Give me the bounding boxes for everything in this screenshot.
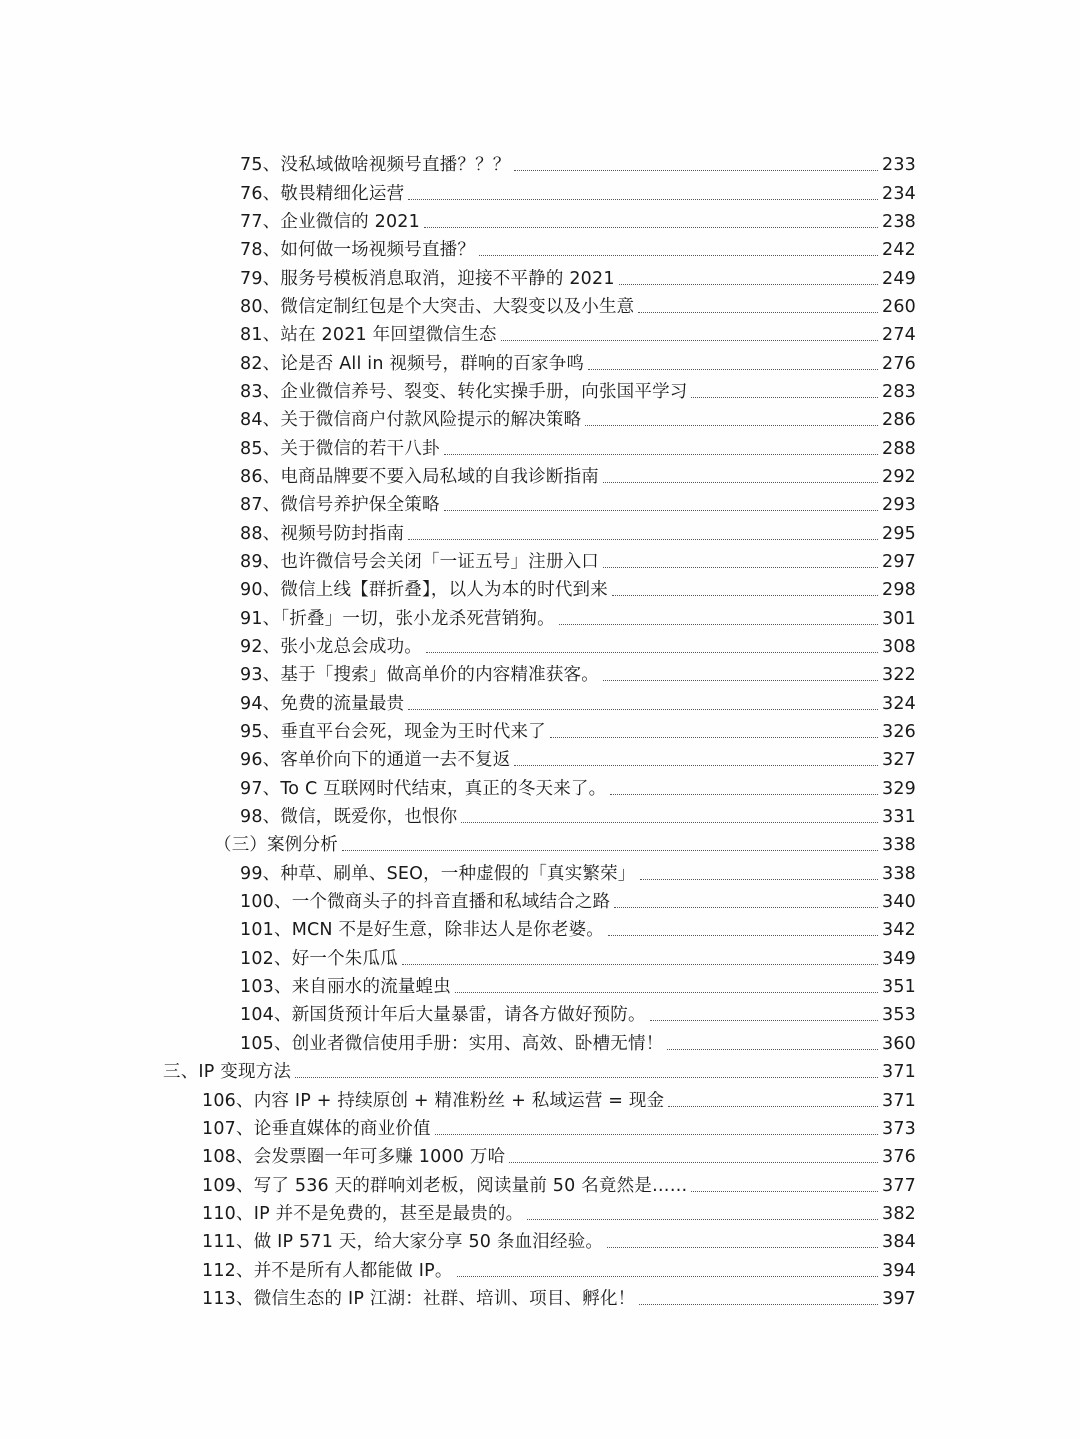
toc-entry-page-number: 342: [881, 920, 916, 941]
dot-leader: [619, 283, 878, 285]
dot-leader: [408, 198, 878, 200]
dot-leader: [650, 1019, 878, 1021]
toc-entry-title: 102、好一个朱瓜瓜: [240, 948, 398, 969]
toc-entry-title: 107、论垂直媒体的商业价值: [202, 1118, 431, 1139]
toc-entry: [0, 888, 1080, 916]
toc-entry-page-number: 338: [881, 835, 916, 856]
toc-entry-page-number: 338: [881, 863, 916, 884]
toc-entry-title: 98、微信，既爱你，也恨你: [240, 807, 458, 828]
dot-leader: [588, 368, 878, 370]
toc-entry-page-number: 234: [881, 183, 916, 204]
toc-entry-title: 108、会发票圈一年可多赚 1000 万哈: [202, 1147, 506, 1168]
toc-entry: [0, 1086, 1080, 1114]
toc-entry: [0, 434, 1080, 462]
toc-entry-title: 97、To C 互联网时代结束，真正的冬天来了。: [240, 778, 607, 799]
toc-entry-page-number: 324: [881, 693, 916, 714]
toc-entry-page-number: 326: [881, 722, 916, 743]
toc-entry: [0, 208, 1080, 236]
dot-leader: [603, 481, 878, 483]
toc-entry: [0, 916, 1080, 944]
toc-entry-page-number: 331: [881, 807, 916, 828]
dot-leader: [424, 226, 878, 228]
toc-entry-page-number: 292: [881, 466, 916, 487]
toc-entry-title: 90、微信上线【群折叠】，以人为本的时代到来: [240, 580, 608, 601]
toc-entry: [0, 576, 1080, 604]
toc-entry-page-number: 351: [881, 977, 916, 998]
toc-entry: [0, 236, 1080, 264]
dot-leader: [585, 424, 878, 426]
toc-entry: [0, 1001, 1080, 1029]
toc-entry: [0, 463, 1080, 491]
toc-entry-title: 75、没私域做啥视频号直播？？？: [240, 155, 511, 176]
toc-entry-title: 92、张小龙总会成功。: [240, 637, 422, 658]
toc-entry-page-number: 349: [881, 948, 916, 969]
toc-entry-page-number: 274: [881, 325, 916, 346]
dot-leader: [501, 339, 878, 341]
toc-entry-title: 112、并不是所有人都能做 IP。: [202, 1260, 453, 1281]
toc-entry-title: （三）案例分析: [214, 835, 338, 856]
toc-entry-page-number: 340: [881, 892, 916, 913]
dot-leader: [610, 793, 878, 795]
dot-leader: [408, 708, 878, 710]
toc-entry-page-number: 327: [881, 750, 916, 771]
dot-leader: [640, 878, 878, 880]
toc-entry-page-number: 295: [881, 523, 916, 544]
toc-entry: [0, 1030, 1080, 1058]
toc-entry: [0, 605, 1080, 633]
dot-leader: [444, 509, 878, 511]
toc-entry-title: 111、做 IP 571 天，给大家分享 50 条血泪经验。: [202, 1232, 604, 1253]
toc-entry-title: 86、电商品牌要不要入局私域的自我诊断指南: [240, 466, 599, 487]
toc-entry-page-number: 329: [881, 778, 916, 799]
toc-entry: [0, 718, 1080, 746]
toc-entry: [0, 519, 1080, 547]
dot-leader: [550, 736, 878, 738]
toc-entry: [0, 264, 1080, 292]
toc-entry-page-number: 394: [881, 1260, 916, 1281]
toc-entry: [0, 491, 1080, 519]
toc-entry-page-number: 301: [881, 608, 916, 629]
toc-entry-page-number: 260: [881, 296, 916, 317]
toc-entry-title: 87、微信号养护保全策略: [240, 495, 440, 516]
toc-entry: [0, 803, 1080, 831]
dot-leader: [408, 538, 878, 540]
toc-entry: [0, 1228, 1080, 1256]
dot-leader: [691, 1190, 878, 1192]
toc-entry-page-number: 371: [881, 1062, 916, 1083]
dot-leader: [514, 764, 878, 766]
dot-leader: [461, 821, 878, 823]
dot-leader: [614, 906, 878, 908]
toc-entry-title: 106、内容 IP + 持续原创 + 精准粉丝 + 私域运营 = 现金: [202, 1090, 665, 1111]
toc-entry-page-number: 286: [881, 410, 916, 431]
toc-entry: [0, 548, 1080, 576]
toc-entry: [0, 1143, 1080, 1171]
toc-entry-page-number: 283: [881, 381, 916, 402]
toc-entry-title: 113、微信生态的 IP 江湖：社群、培训、项目、孵化！: [202, 1288, 636, 1309]
toc-entry-page-number: 377: [881, 1175, 916, 1196]
toc-entry-page-number: 249: [881, 268, 916, 289]
dot-leader: [668, 1105, 878, 1107]
toc-entry: [0, 1058, 1080, 1086]
toc-entry-page-number: 373: [881, 1118, 916, 1139]
toc-entry-page-number: 293: [881, 495, 916, 516]
toc-entry: [0, 831, 1080, 859]
toc-entry-title: 110、IP 并不是免费的，甚至是最贵的。: [202, 1203, 524, 1224]
toc-entry: [0, 690, 1080, 718]
toc-entry-page-number: 353: [881, 1005, 916, 1026]
toc-entry-title: 77、企业微信的 2021: [240, 211, 420, 232]
toc-entry-title: 78、如何做一场视频号直播？: [240, 240, 476, 261]
toc-entry-page-number: 298: [881, 580, 916, 601]
toc-entry-page-number: 371: [881, 1090, 916, 1111]
toc-entry: [0, 860, 1080, 888]
toc-entry-page-number: 238: [881, 211, 916, 232]
toc-entry: [0, 775, 1080, 803]
toc-entry-title: 103、来自丽水的流量蝗虫: [240, 977, 452, 998]
toc-entry-page-number: 360: [881, 1033, 916, 1054]
dot-leader: [527, 1218, 878, 1220]
toc-entry-page-number: 288: [881, 438, 916, 459]
toc-entry-title: 95、垂直平台会死，现金为王时代来了: [240, 722, 546, 743]
toc-entry: [0, 1200, 1080, 1228]
toc-entry-title: 79、服务号模板消息取消，迎接不平静的 2021: [240, 268, 615, 289]
dot-leader: [667, 1048, 878, 1050]
toc-entry-title: 76、敬畏精细化运营: [240, 183, 405, 204]
toc-entry: [0, 321, 1080, 349]
toc-entry: [0, 349, 1080, 377]
toc-entry: [0, 746, 1080, 774]
dot-leader: [639, 1303, 878, 1305]
toc-entry-title: 99、种草、刷单、SEO，一种虚假的「真实繁荣」: [240, 863, 636, 884]
toc-entry: [0, 378, 1080, 406]
toc-entry-title: 81、站在 2021 年回望微信生态: [240, 325, 497, 346]
toc-entry-title: 105、创业者微信使用手册：实用、高效、卧槽无情！: [240, 1033, 664, 1054]
toc-entry-title: 85、关于微信的若干八卦: [240, 438, 440, 459]
toc-entry: [0, 1115, 1080, 1143]
table-of-contents: [0, 151, 1080, 1313]
dot-leader: [514, 169, 878, 171]
dot-leader: [402, 963, 878, 965]
dot-leader: [559, 623, 878, 625]
toc-entry-page-number: 376: [881, 1147, 916, 1168]
toc-entry-page-number: 322: [881, 665, 916, 686]
toc-entry-title: 96、客单价向下的通道一去不复返: [240, 750, 511, 771]
dot-leader: [603, 566, 878, 568]
toc-entry-page-number: 397: [881, 1288, 916, 1309]
dot-leader: [607, 1246, 878, 1248]
toc-entry: [0, 945, 1080, 973]
toc-entry-title: 84、关于微信商户付款风险提示的解决策略: [240, 410, 582, 431]
dot-leader: [455, 991, 878, 993]
dot-leader: [295, 1076, 878, 1078]
toc-entry-page-number: 297: [881, 551, 916, 572]
toc-entry-page-number: 308: [881, 637, 916, 658]
toc-entry: [0, 179, 1080, 207]
dot-leader: [638, 311, 878, 313]
dot-leader: [479, 254, 878, 256]
toc-entry: [0, 1256, 1080, 1284]
toc-entry: [0, 661, 1080, 689]
toc-entry-title: 83、企业微信养号、裂变、转化实操手册，向张国平学习: [240, 381, 688, 402]
toc-entry: [0, 293, 1080, 321]
dot-leader: [608, 934, 878, 936]
dot-leader: [691, 396, 878, 398]
dot-leader: [603, 679, 878, 681]
toc-entry-title: 88、视频号防封指南: [240, 523, 405, 544]
toc-entry-page-number: 382: [881, 1203, 916, 1224]
toc-entry-page-number: 242: [881, 240, 916, 261]
toc-entry: [0, 973, 1080, 1001]
toc-entry: [0, 1171, 1080, 1199]
toc-entry: [0, 151, 1080, 179]
toc-entry-page-number: 384: [881, 1232, 916, 1253]
toc-entry-title: 80、微信定制红包是个大突击、大裂变以及小生意: [240, 296, 635, 317]
toc-entry-title: 109、写了 536 天的群响刘老板，阅读量前 50 名竟然是……: [202, 1175, 688, 1196]
dot-leader: [426, 651, 878, 653]
toc-entry-title: 82、论是否 All in 视频号，群响的百家争鸣: [240, 353, 585, 374]
dot-leader: [435, 1133, 878, 1135]
toc-entry: [0, 633, 1080, 661]
toc-entry-page-number: 233: [881, 155, 916, 176]
toc-entry-title: 91、「折叠」一切，张小龙杀死营销狗。: [240, 608, 555, 629]
toc-entry-title: 93、基于「搜索」做高单价的内容精准获客。: [240, 665, 599, 686]
toc-entry-page-number: 276: [881, 353, 916, 374]
toc-entry: [0, 1285, 1080, 1313]
dot-leader: [612, 594, 878, 596]
toc-entry-title: 104、新国货预计年后大量暴雷，请各方做好预防。: [240, 1005, 646, 1026]
toc-entry-title: 101、MCN 不是好生意，除非达人是你老婆。: [240, 920, 604, 941]
toc-entry-title: 89、也许微信号会关闭「一证五号」注册入口: [240, 551, 599, 572]
toc-entry: [0, 406, 1080, 434]
dot-leader: [444, 453, 878, 455]
dot-leader: [342, 849, 878, 851]
toc-entry-title: 三、IP 变现方法: [163, 1062, 292, 1083]
toc-entry-title: 100、一个微商头子的抖音直播和私域结合之路: [240, 892, 611, 913]
toc-entry-title: 94、免费的流量最贵: [240, 693, 405, 714]
dot-leader: [509, 1161, 878, 1163]
dot-leader: [457, 1275, 878, 1277]
